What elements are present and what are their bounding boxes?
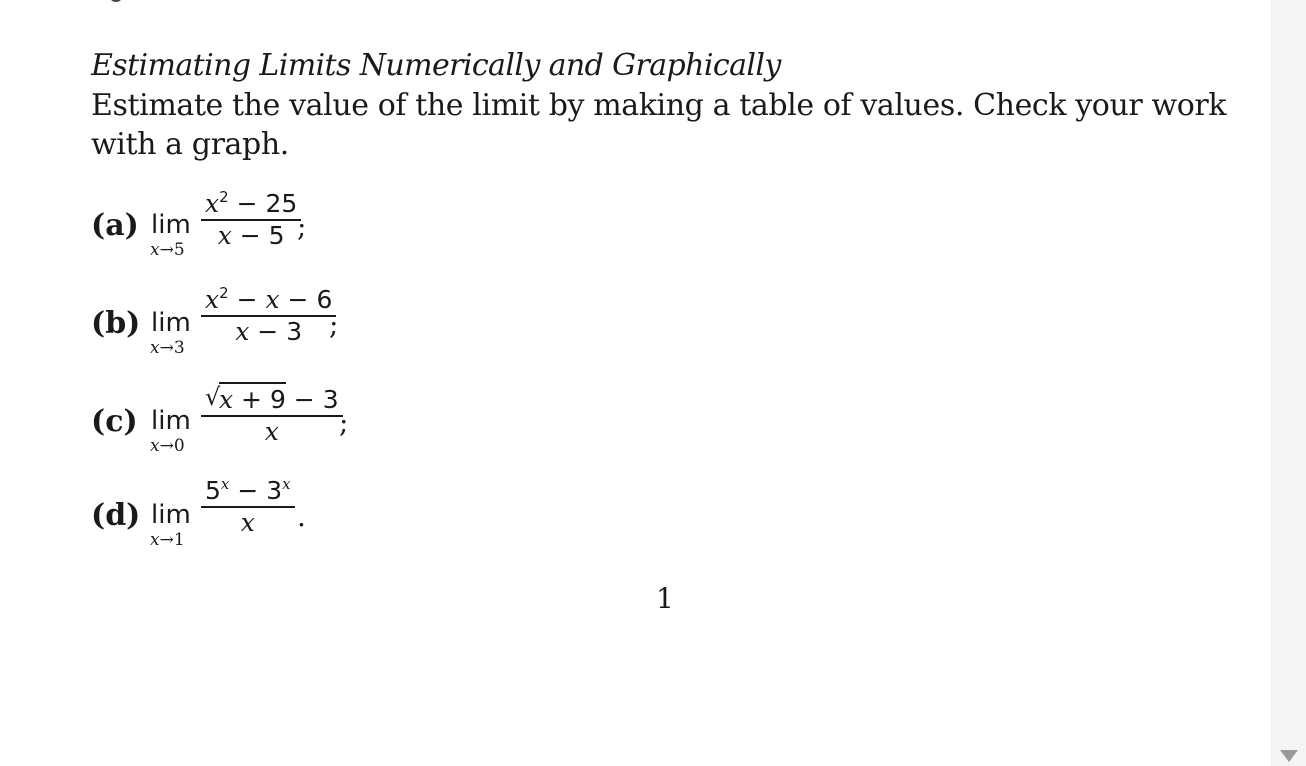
instructions-text: Estimate the value of the limit by making a table of values. Check your work with a graph. <box>91 88 1227 162</box>
lim-operator: lim <box>151 308 191 338</box>
triangle-down-icon[interactable] <box>1280 750 1298 762</box>
denominator: x − 5 <box>217 221 285 250</box>
sqrt-icon: √ x + 9 <box>205 383 286 414</box>
lim-operator: lim <box>151 406 191 436</box>
fraction <box>201 382 343 447</box>
fraction <box>201 476 295 538</box>
problem-label: (b) <box>91 306 141 341</box>
punctuation: ; <box>297 210 307 243</box>
section-title: Estimating Limits Numerically and Graphically <box>91 48 781 83</box>
numerator: $x^2 - 25$ <box>205 188 298 218</box>
punctuation: ; <box>339 406 349 439</box>
page-number: 1 <box>656 582 674 615</box>
lim-operator: lim <box>151 210 191 240</box>
fraction <box>201 284 339 347</box>
fraction <box>201 189 301 251</box>
denominator: x <box>240 508 255 537</box>
numerator: $x^2 - x - 6$ <box>205 284 333 314</box>
page-fragment-mark <box>109 0 123 2</box>
lim-subscript: x→0 <box>150 436 185 456</box>
problem-label: (d) <box>91 498 141 533</box>
vertical-scrollbar[interactable] <box>1271 0 1306 766</box>
problem-label: (c) <box>91 404 138 439</box>
lim-operator: lim <box>151 500 191 530</box>
lim-subscript: x→5 <box>150 240 185 260</box>
punctuation: ; <box>329 308 339 341</box>
denominator: x − 3 <box>235 317 303 346</box>
lim-subscript: x→1 <box>150 530 185 550</box>
lim-subscript: x→3 <box>150 338 185 358</box>
punctuation: . <box>297 500 306 533</box>
numerator: $5^x - 3^x$ <box>205 475 291 505</box>
denominator: x <box>264 417 279 446</box>
numerator: √ x + 9 − 3 <box>205 383 339 414</box>
problem-label: (a) <box>91 208 139 243</box>
